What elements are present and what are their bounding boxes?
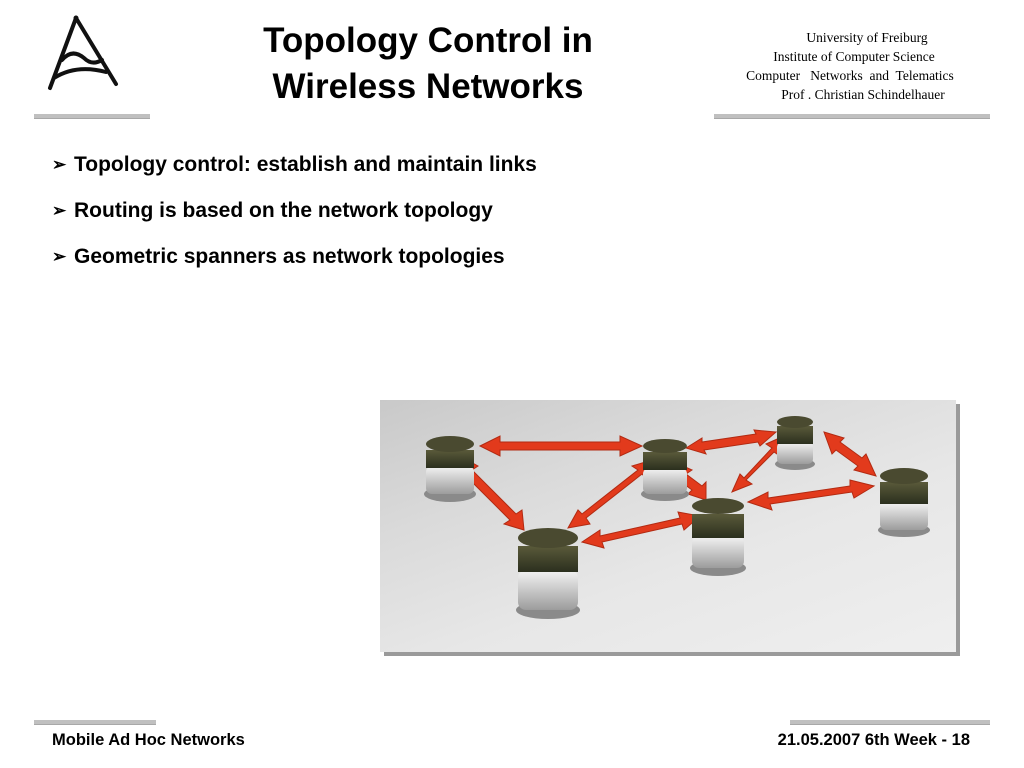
institution-block <box>700 28 1000 104</box>
bullet-item <box>52 234 537 280</box>
header-rule-right <box>714 114 990 119</box>
robot-network-photo <box>380 400 956 652</box>
title-line-1: Topology Control in <box>263 21 593 60</box>
footer-rule-left <box>34 720 156 725</box>
bullet-text: Geometric spanners as network topologies <box>74 245 505 268</box>
institution-institute: Institute of Computer Science <box>773 49 935 64</box>
robot-1 <box>424 436 476 502</box>
institution-department: Computer Networks and Telematics <box>746 68 954 83</box>
robot-network-illustration <box>380 400 956 652</box>
title-line-2: Wireless Networks <box>272 67 584 106</box>
institution-university: University of Freiburg <box>806 30 928 45</box>
bullet-text: Routing is based on the network topology <box>74 199 493 222</box>
arrow-bullet-icon: ➢ <box>52 247 67 266</box>
institution-professor: Prof . Christian Schindelhauer <box>781 87 945 102</box>
header-rule-left <box>34 114 150 119</box>
bullet-item <box>52 188 537 234</box>
slide-title <box>200 18 656 110</box>
robot-2 <box>641 439 689 501</box>
robot-4 <box>516 528 580 619</box>
robot-6 <box>878 468 930 537</box>
bullet-item <box>52 142 537 188</box>
robot-3 <box>775 416 815 470</box>
robot-5 <box>690 498 746 576</box>
university-logo-icon <box>40 14 124 94</box>
footer-rule-right <box>790 720 990 725</box>
footer-date-page: 21.05.2007 6th Week - 18 <box>777 731 970 749</box>
bullet-list <box>52 142 537 280</box>
footer-course: Mobile Ad Hoc Networks <box>52 731 245 749</box>
bullet-text: Topology control: establish and maintain links <box>74 153 537 176</box>
arrow-bullet-icon: ➢ <box>52 201 67 220</box>
arrow-bullet-icon: ➢ <box>52 155 67 174</box>
